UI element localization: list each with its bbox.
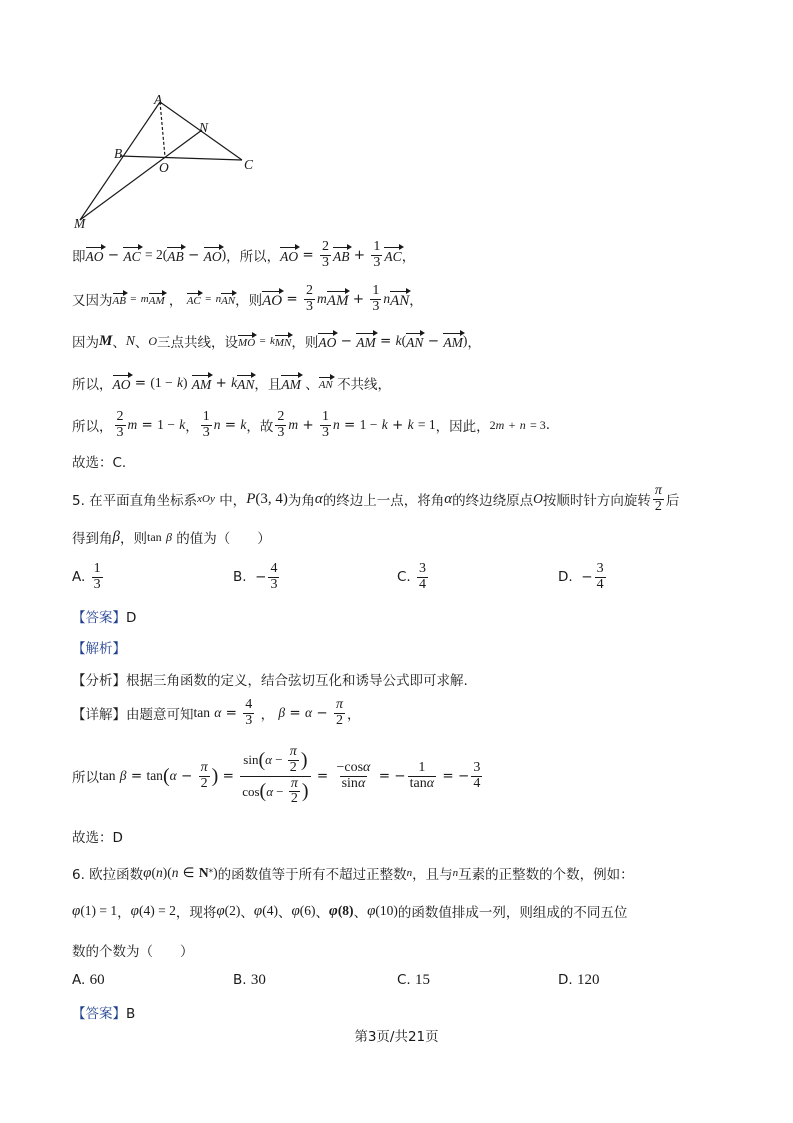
page-footer: 第3页/共21页	[354, 1029, 439, 1045]
q5-detail-line: 【详解】 由题意可知 tan α = $\frac{4}{3}$ ， β = α − $\frac{\pi}{2}$ ，	[72, 696, 361, 728]
q5-option-b[interactable]: B. − $\frac{4}{3}$	[233, 560, 278, 592]
q5-stem-line-2: 得到角 β ，则 tan β 的值为（ ）	[72, 528, 271, 547]
solution-line-4: 所以， AO = (1 − k ) AM + k AN ，且 AM 、 AN 不共线，	[72, 375, 392, 393]
q6-option-d[interactable]: D. 120	[558, 971, 600, 988]
solution-line-1: 即 AO − AC = 2( AB − AO ) ，所以， AO = $\frac{2}{3}$ AB + $\frac{1}{3}$ AC ，	[72, 238, 416, 270]
q6-option-b[interactable]: B. 30	[233, 971, 266, 988]
point-label-c: C	[244, 157, 254, 172]
q5-analysis-tag: 【解析】	[72, 641, 126, 657]
point-label-o: O	[159, 160, 169, 175]
q5-answer: 【答案】D	[72, 610, 137, 626]
q5-option-c[interactable]: C. $\frac{3}{4}$	[397, 560, 427, 592]
q5-fenxi: 【分析】根据三角函数的定义，结合弦切互化和诱导公式即可求解.	[72, 673, 468, 689]
solution-line-5: 所以， $\frac{2}{3}$ m = 1 − k ， $\frac{1}{3}$ n = k ，故 $\frac{2}{3}$ m + $\frac{1}{3}$ n = 1 − k + k = 1 ，因此， 2 m + n = 3 .	[72, 408, 551, 440]
q6-option-a[interactable]: A. 60	[72, 971, 105, 988]
q6-option-c[interactable]: C. 15	[397, 971, 431, 988]
q5-derivation-line: 所以 tan β = tan ( α − $\frac{\pi}{2}$ ) = sin ( α − $\frac{\pi}{2}$ ) cos ( α − $\frac{\pi}{2}$ ) = $\frac{-\cos\alpha}{\sin\alpha}$ = − $\frac{1}{\tan\alpha}$ = − $\frac{3}{4}$	[72, 744, 481, 807]
solution-line-2: 又因为 AB = m AM ， AC = n AN ，则 AO = $\frac{2}{3}$ m AM + $\frac{1}{3}$ n AN ，	[72, 282, 423, 314]
solution-line-3: 因为 M 、 N 、 O 三点共线，设 MO = k MN ，则 AO − AM = k ( AN − AM ) ，	[72, 332, 481, 351]
q5-option-a[interactable]: A. $\frac{1}{3}$	[72, 560, 101, 592]
triangle-figure	[70, 90, 270, 235]
point-label-n: N	[199, 120, 209, 135]
point-label-a: A	[154, 92, 163, 107]
q4-choice: 故选：C.	[72, 455, 127, 471]
q5-option-d[interactable]: D. − $\frac{3}{4}$	[558, 560, 604, 592]
q5-stem-line-1: 5. 在平面直角坐标系 xOy 中， P (3, 4) 为角 α 的终边上一点，将角 α 的终边绕原点 O 按顺时针方向旋转 $\frac{\pi}{2}$ 后	[72, 482, 680, 514]
q6-stem-line-2: φ (1) = 1 ， φ (4) = 2 ，现将 φ (2) 、 φ (4) 、 φ (6) 、 φ (8) 、 φ (10) 的函数值排成一列，则组成的不同五位	[72, 902, 628, 921]
q6-answer: 【答案】B	[72, 1006, 136, 1022]
q6-stem-line-1: 6. 欧拉函数 φ ( n ) ( n ∈ N * ) 的函数值等于所有不超过正整数 n ，且与 n 互素的正整数的个数，例如：	[72, 864, 634, 883]
q5-choice: 故选：D	[72, 830, 123, 846]
q6-stem-line-3: 数的个数为（ ）	[72, 944, 194, 960]
point-label-m: M	[74, 216, 86, 231]
point-label-b: B	[114, 146, 123, 161]
